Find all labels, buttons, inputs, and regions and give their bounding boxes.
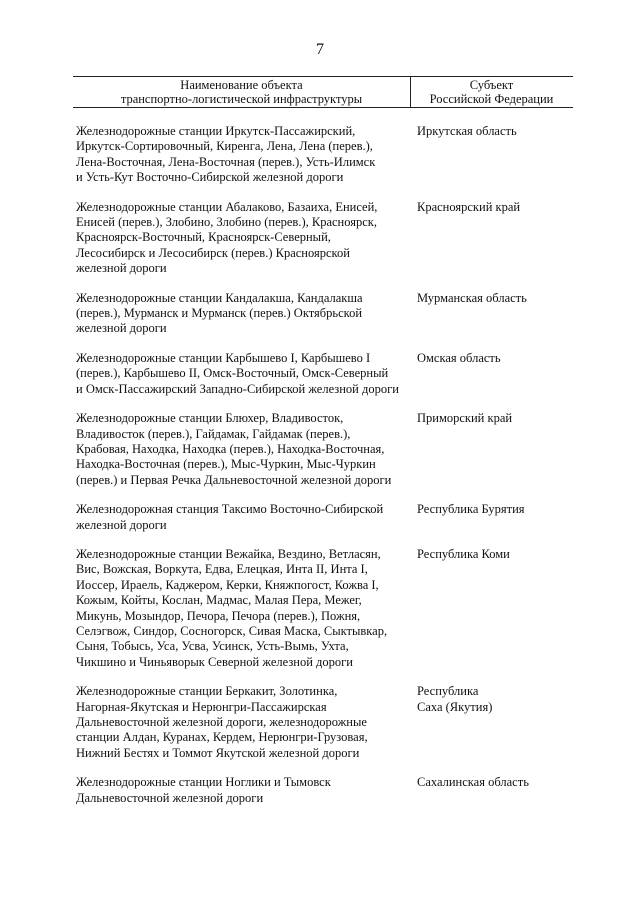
header-region	[410, 78, 573, 106]
object-line: Железнодорожные станции Иркутск-Пассажирский,	[76, 124, 356, 138]
object-line: Сыня, Тобысь, Уса, Усва, Усинск, Усть-Вымь, Ухта,	[76, 639, 349, 654]
object-line: Железнодорожная станция Таксимо Восточно-Сибирской	[76, 502, 384, 517]
region-line: Мурманская область	[417, 290, 527, 305]
object-line: Железнодорожные станции Абалаково, Базаиха, Енисей,	[76, 199, 378, 214]
region-line: Республика Коми	[417, 546, 510, 561]
header-object-line: Наименование объекта	[180, 78, 303, 92]
object-description	[73, 291, 411, 337]
table-row	[73, 200, 573, 277]
object-line: Железнодорожные станции Ноглики и Тымовск	[76, 775, 331, 790]
region-line: Сахалинская область	[417, 775, 529, 790]
object-line: станции Алдан, Куранах, Кердем, Нерюнгри-Грузовая,	[76, 730, 368, 745]
table-row	[73, 351, 573, 397]
page-number: 7	[316, 41, 324, 58]
object-line: Селэгвож, Синдор, Сосногорск, Сивая Маска, Сыктывкар,	[76, 623, 388, 638]
table-row	[73, 684, 573, 761]
object-line: железной дороги	[76, 517, 167, 532]
region-line: Республика	[417, 684, 479, 699]
object-description	[73, 351, 411, 397]
header-object-name	[73, 78, 410, 106]
object-line: и Усть-Кут Восточно-Сибирской железной дороги	[76, 170, 344, 185]
object-line: Красноярск-Восточный, Красноярск-Северный,	[76, 230, 331, 245]
region-name	[411, 124, 573, 186]
region-line: Республика Бурятия	[417, 502, 525, 517]
header-object-line: транспортно-логистической инфраструктуры	[120, 92, 363, 106]
object-line: Владивосток (перев.), Гайдамак, Гайдамак (перев.),	[76, 426, 351, 441]
region-name	[411, 547, 573, 670]
region-line: Саха (Якутия)	[417, 699, 493, 714]
table-body	[73, 108, 573, 806]
object-line: Дальневосточной железной дороги	[76, 790, 264, 805]
object-description	[73, 502, 411, 533]
object-description	[73, 547, 411, 670]
region-line: Приморский край	[417, 411, 513, 426]
object-description	[73, 200, 411, 277]
object-line: (перев.), Карбышево II, Омск-Восточный, Омск-Северный	[76, 366, 389, 381]
object-line: Нижний Бестях и Томмот Якутской железной дороги	[76, 745, 360, 760]
region-name	[411, 351, 573, 397]
object-line: Железнодорожные станции Вежайка, Вездино, Ветласян,	[76, 546, 381, 561]
object-line: Крабовая, Находка, Находка (перев.), Находка-Восточная,	[76, 441, 385, 456]
object-line: Дальневосточной железной дороги, железнодорожные	[76, 715, 367, 729]
region-name	[411, 502, 573, 533]
table-header	[73, 76, 573, 108]
table-row	[73, 502, 573, 533]
table-row	[73, 547, 573, 670]
object-line: (перев.), Мурманск и Мурманск (перев.) Октябрьской	[76, 306, 363, 321]
object-line: Иркутск-Сортировочный, Киренга, Лена, Лена (перев.),	[76, 139, 373, 154]
table-row	[73, 291, 573, 337]
object-line: Микунь, Мозындор, Печора, Печора (перев.), Пожня,	[76, 608, 361, 623]
object-line: Иоссер, Ираель, Каджером, Керки, Княжпогост, Кожва I,	[76, 577, 379, 592]
table-row	[73, 411, 573, 488]
table-row	[73, 775, 573, 806]
object-line: Находка-Восточная (перев.), Мыс-Чуркин, Мыс-Чуркин	[76, 457, 376, 472]
object-line: Лесосибирск и Лесосибирск (перев.) Красноярской	[76, 245, 350, 260]
region-name	[411, 684, 573, 761]
region-name	[411, 775, 573, 806]
object-line: (перев.) и Первая Речка Дальневосточной железной дороги	[76, 472, 392, 487]
object-line: Железнодорожные станции Карбышево I, Карбышево I	[76, 350, 371, 365]
region-line: Омская область	[417, 350, 501, 365]
region-name	[411, 200, 573, 277]
object-line: железной дороги	[76, 261, 167, 276]
header-region-line: Субъект	[469, 78, 514, 92]
object-description	[73, 411, 411, 488]
region-line: Красноярский край	[417, 199, 521, 214]
region-name	[411, 291, 573, 337]
object-line: и Омск-Пассажирский Западно-Сибирской железной дороги	[76, 381, 399, 396]
object-line: Лена-Восточная, Лена-Восточная (перев.), Усть-Илимск	[76, 154, 376, 169]
table-row	[73, 124, 573, 186]
region-name	[411, 411, 573, 488]
infrastructure-table	[73, 76, 573, 820]
object-description	[73, 684, 411, 761]
object-line: Железнодорожные станции Кандалакша, Кандалакша	[76, 290, 363, 305]
object-line: Железнодорожные станции Блюхер, Владивосток,	[76, 411, 344, 426]
object-description	[73, 124, 411, 186]
object-line: Енисей (перев.), Злобино, Злобино (перев.), Красноярск,	[76, 215, 378, 230]
header-region-line: Российской Федерации	[429, 92, 554, 106]
object-line: Чикшино и Чиньяворык Северной железной дороги	[76, 654, 353, 669]
object-description	[73, 775, 411, 806]
object-line: Кожым, Койты, Кослан, Мадмас, Малая Пера, Межег,	[76, 593, 362, 608]
object-line: Железнодорожные станции Беркакит, Золотинка,	[76, 684, 338, 699]
object-line: железной дороги	[76, 321, 167, 336]
object-line: Вис, Вожская, Воркута, Едва, Елецкая, Инта II, Инта I,	[76, 562, 368, 577]
region-line: Иркутская область	[417, 124, 517, 138]
object-line: Нагорная-Якутская и Нерюнгри-Пассажирская	[76, 699, 327, 714]
